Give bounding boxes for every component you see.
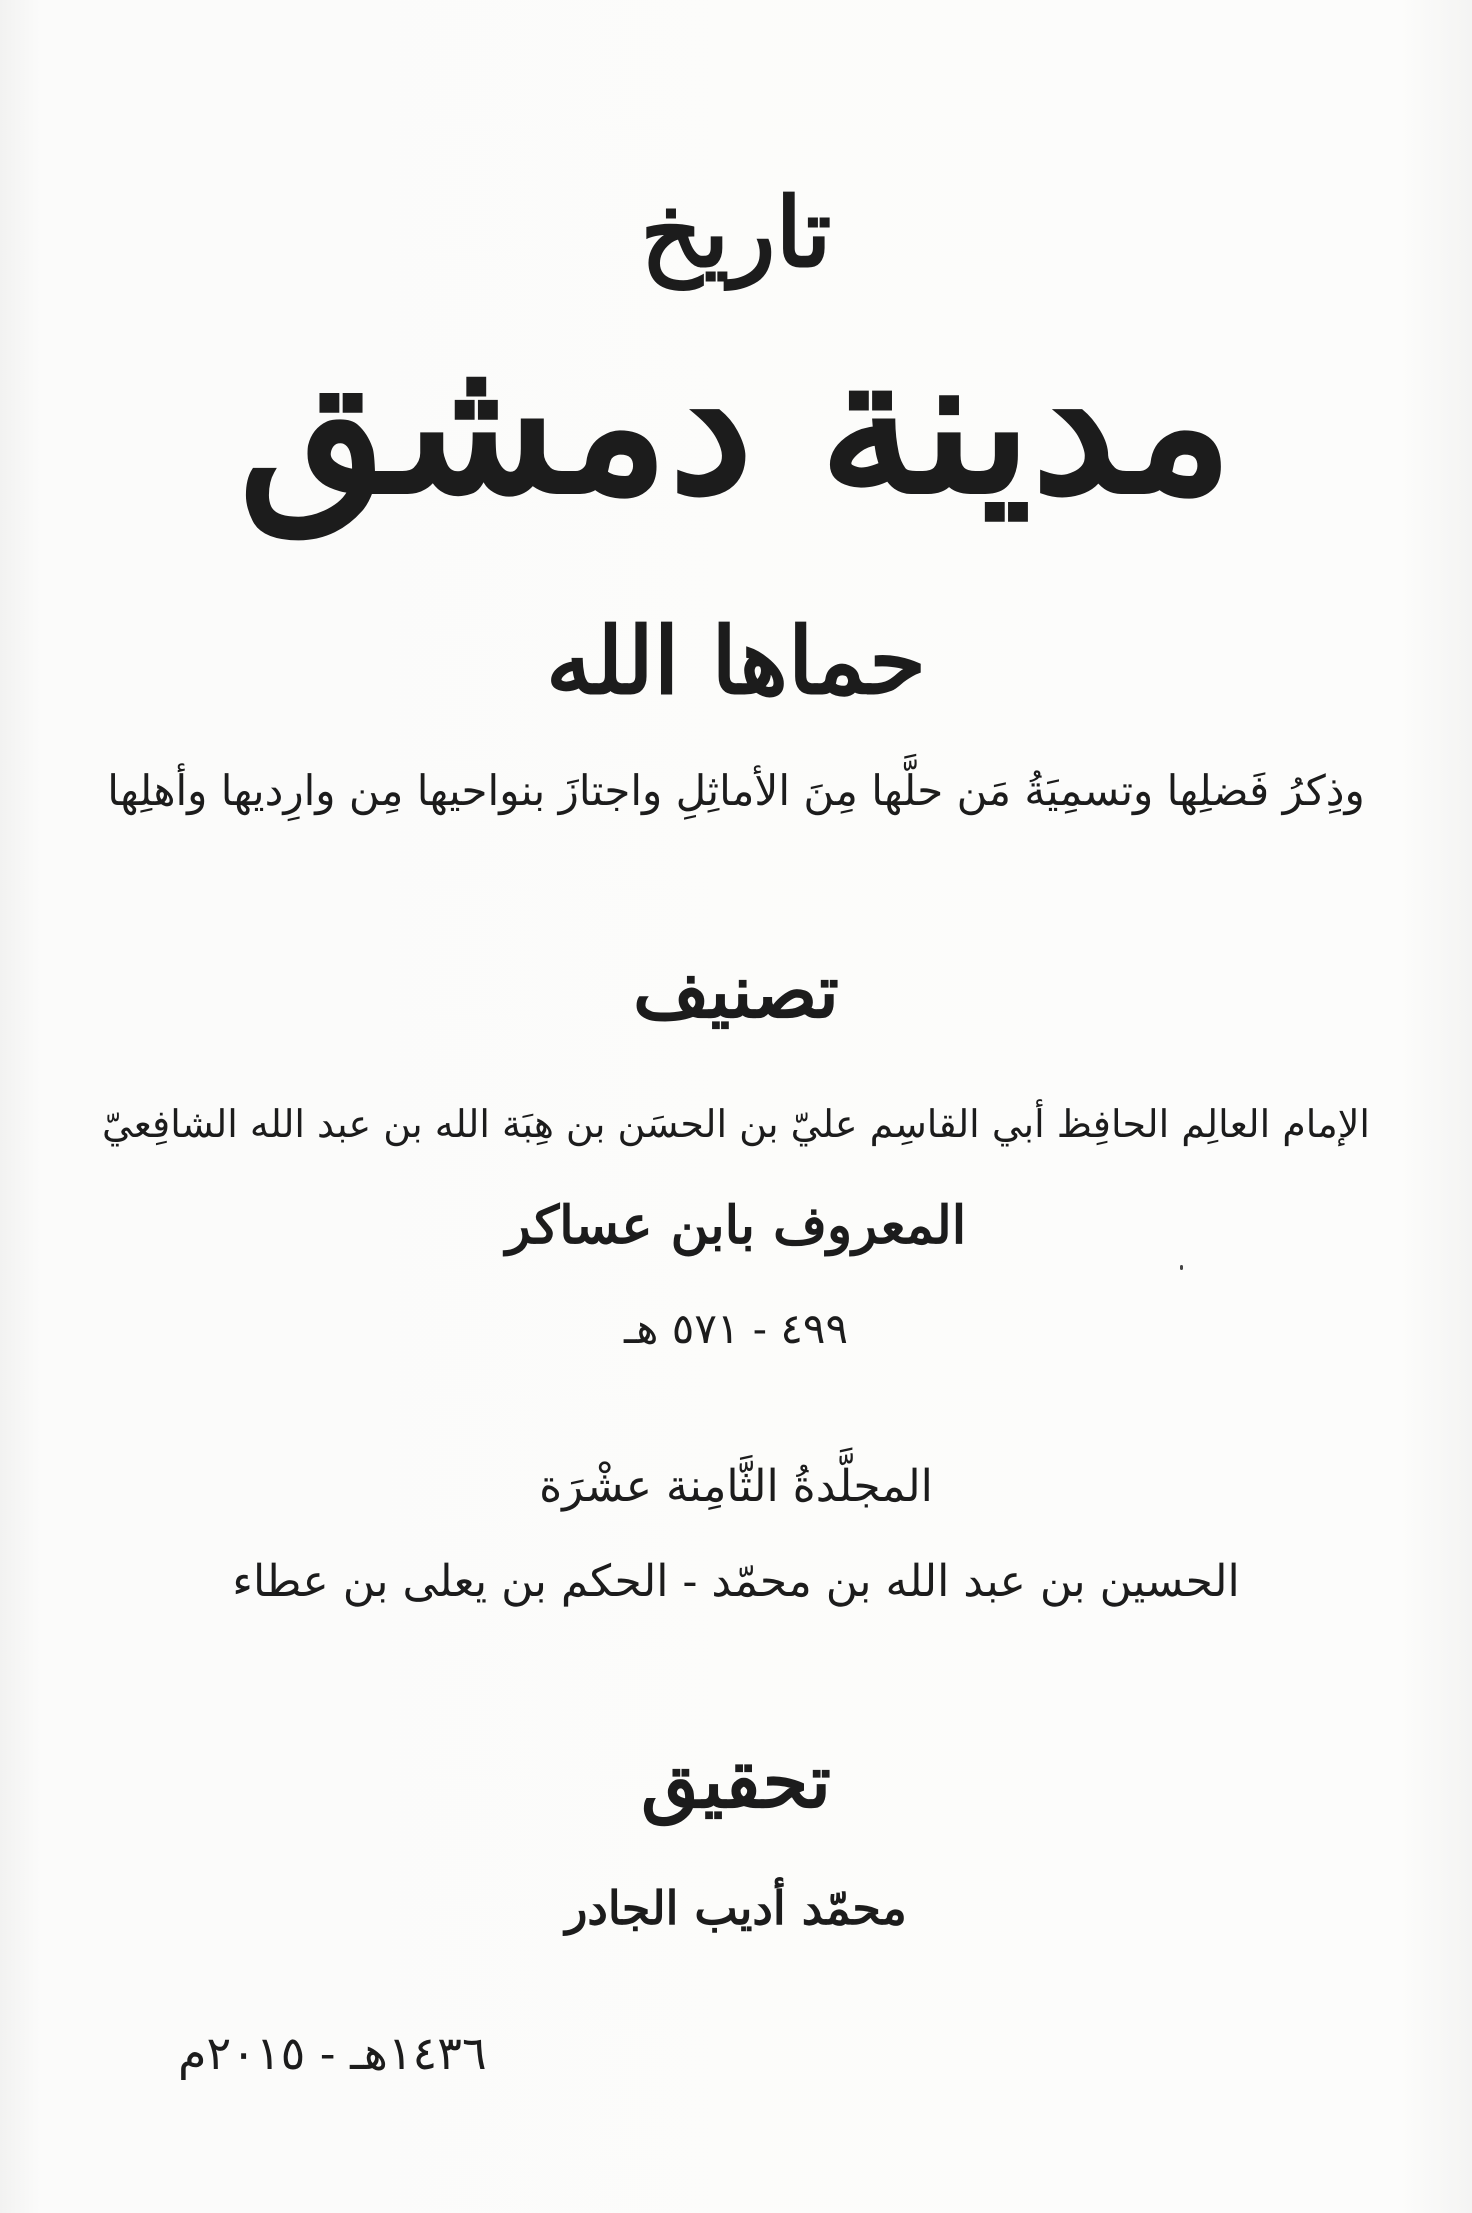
ink-speck [1180, 1265, 1183, 1270]
subtitle: وذِكرُ فَضلِها وتسمِيَةُ مَن حلَّها مِنَ الأماثِلِ واجتازَ بنواحيها مِن وارِديها وأهلِها [107, 766, 1365, 815]
volume-range: الحسين بن عبد الله بن محمّد - الحكم بن يعلى بن عطاء [232, 1556, 1240, 1607]
author-years: ٤٩٩ - ٥٧١ هـ [623, 1304, 849, 1353]
editing-heading: تحقيق [641, 1739, 831, 1825]
volume-label: المجلَّدةُ الثَّامِنة عشْرَة [539, 1461, 933, 1512]
title-hamaha-allah: حماها الله [545, 607, 927, 715]
editor-name: محمّد أديب الجادر [565, 1881, 907, 1935]
title-tarikh: تاريخ [640, 176, 832, 289]
authorship-heading: تصنيف [632, 949, 840, 1035]
author-name: الإمام العالِم الحافِظ أبي القاسِم عليّ بن الحسَن بن هِبَة الله بن عبد الله الشافِعيّ [102, 1102, 1370, 1146]
title-madinat-dimashq: مدينة دمشق [238, 313, 1234, 536]
author-known-as: المعروف بابن عساكر [505, 1195, 967, 1256]
publication-date: ١٤٣٦هـ - ٢٠١٥م [178, 2026, 487, 2080]
